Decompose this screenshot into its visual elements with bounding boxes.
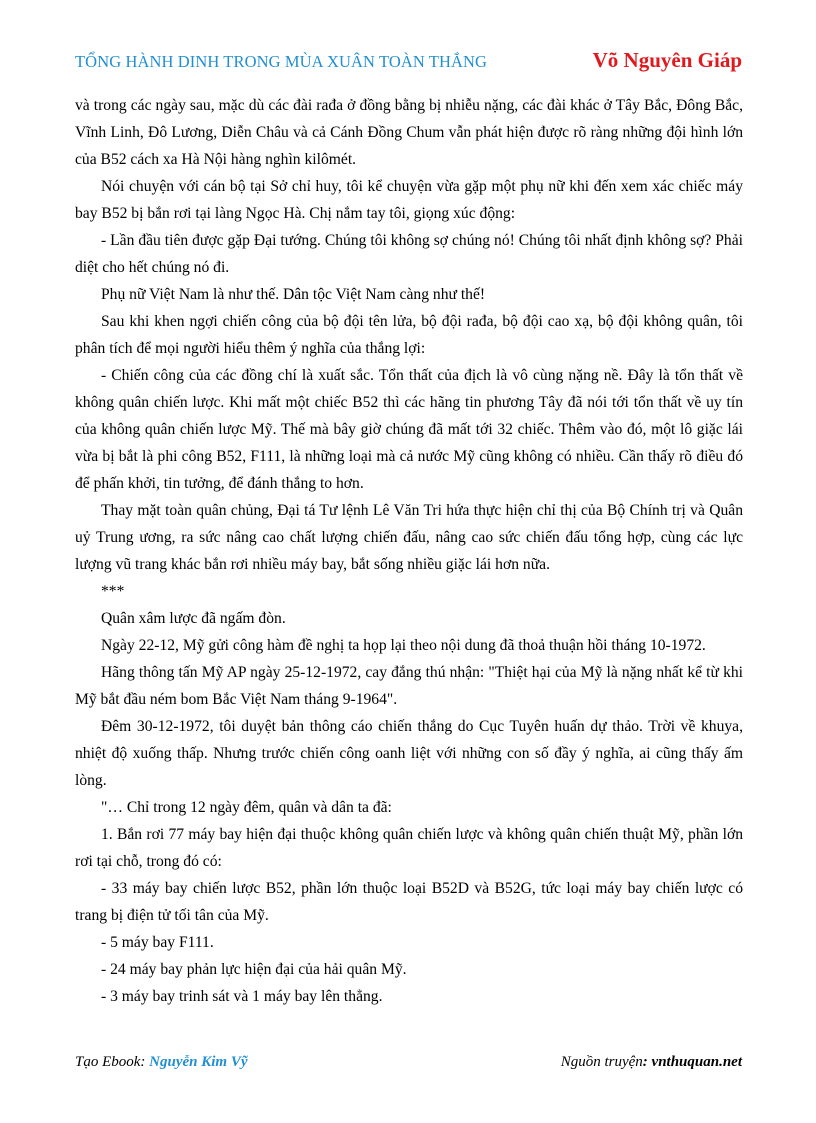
paragraph: Phụ nữ Việt Nam là như thế. Dân tộc Việt Nam càng như thế! xyxy=(101,286,486,303)
paragraph: Quân xâm lược đã ngấm đòn. xyxy=(101,610,286,627)
source-separator: : xyxy=(642,1054,652,1070)
paragraph: - 3 máy bay trinh sát và 1 máy bay lên thẳng. xyxy=(101,988,383,1005)
source-credit xyxy=(561,1054,742,1071)
paragraph: Ngày 22-12, Mỹ gửi công hàm đề nghị ta họp lại theo nội dung đã thoả thuận hồi tháng 10-1972. xyxy=(101,637,706,654)
maker-separator: : xyxy=(140,1054,150,1070)
paragraph: - 33 máy bay chiến lược B52, phần lớn thuộc loại B52D và B52G, tức loại máy bay chiến lược có trang bị điện tử tối tân của Mỹ. xyxy=(75,880,743,924)
page-footer xyxy=(75,1054,742,1078)
paragraph: Hãng thông tấn Mỹ AP ngày 25-12-1972, cay đắng thú nhận: "Thiệt hại của Mỹ là nặng nhất kể từ khi Mỹ bắt đầu ném bom Bắc Việt Nam tháng 9-1964". xyxy=(75,664,743,708)
author-name: Võ Nguyên Giáp xyxy=(592,48,742,72)
paragraph: - 24 máy bay phản lực hiện đại của hải quân Mỹ. xyxy=(101,961,407,978)
book-title: TỔNG HÀNH DINH TRONG MÙA XUÂN TOÀN THẮNG xyxy=(75,52,488,71)
maker-label: Tạo Ebook xyxy=(75,1054,141,1070)
source-label: Nguồn truyện xyxy=(560,1054,643,1070)
paragraph: - Chiến công của các đồng chí là xuất sắc. Tổn thất của địch là vô cùng nặng nề. Đây là tổn thất về không quân chiến lược. Khi mất một chiếc B52 thì các hãng tin phương Tây đã nói tới tổn thất về uy tín của không quân chiến lược Mỹ. Thế mà bây giờ chúng đã mất tới 32 chiếc. Thêm vào đó, một lô giặc lái vừa bị bắt là phi công B52, F111, là những loại mà cả nước Mỹ cũng không có nhiều. Cần thấy rõ điều đó để phấn khởi, tin tưởng, để đánh thắng to hơn. xyxy=(75,367,743,492)
paragraph: - Lần đầu tiên được gặp Đại tướng. Chúng tôi không sợ chúng nó! Chúng tôi nhất định không sợ? Phải diệt cho hết chúng nó đi. xyxy=(75,232,743,276)
paragraph: - 5 máy bay F111. xyxy=(101,934,214,951)
paragraph: Thay mặt toàn quân chủng, Đại tá Tư lệnh Lê Văn Tri hứa thực hiện chỉ thị của Bộ Chính trị và Quân uỷ Trung ương, ra sức nâng cao chất lượng chiến đấu, nâng cao sức chiến đấu tổng hợp, cùng các lực lượng vũ trang khác bắn rơi nhiều máy bay, bắt sống nhiều giặc lái hơn nữa. xyxy=(75,502,743,573)
source-site-link[interactable]: vnthuquan.net xyxy=(651,1054,742,1070)
paragraph: Đêm 30-12-1972, tôi duyệt bản thông cáo chiến thắng do Cục Tuyên huấn dự thảo. Trời về khuya, nhiệt độ xuống thấp. Nhưng trước chiến công oanh liệt với những con số đầy ý nghĩa, ai cũng thấy ấm lòng. xyxy=(75,718,743,789)
paragraph: 1. Bắn rơi 77 máy bay hiện đại thuộc không quân chiến lược và không quân chiến thuật Mỹ, phần lớn rơi tại chỗ, trong đó có: xyxy=(75,826,743,870)
ebook-credit xyxy=(75,1054,248,1071)
page-header xyxy=(75,48,742,78)
maker-name: Nguyễn Kim Vỹ xyxy=(149,1054,248,1070)
paragraph: "… Chỉ trong 12 ngày đêm, quân và dân ta đã: xyxy=(101,799,392,816)
paragraph: và trong các ngày sau, mặc dù các đài rađa ở đồng bằng bị nhiễu nặng, các đài khác ở Tây Bắc, Đông Bắc, Vĩnh Linh, Đô Lương, Diễn Châu và cả Cánh Đồng Chum vẫn phát hiện được rõ ràng những đội hình lớn của B52 cách xa Hà Nội hàng nghìn kilômét. xyxy=(75,97,743,168)
paragraph: Nói chuyện với cán bộ tại Sở chỉ huy, tôi kể chuyện vừa gặp một phụ nữ khi đến xem xác chiếc máy bay B52 bị bắn rơi tại làng Ngọc Hà. Chị nắm tay tôi, giọng xúc động: xyxy=(75,178,743,222)
page-body xyxy=(75,92,743,1010)
section-separator: *** xyxy=(101,583,125,600)
paragraph: Sau khi khen ngợi chiến công của bộ đội tên lửa, bộ đội rađa, bộ đội cao xạ, bộ đội không quân, tôi phân tích để mọi người hiểu thêm ý nghĩa của thắng lợi: xyxy=(75,313,743,357)
